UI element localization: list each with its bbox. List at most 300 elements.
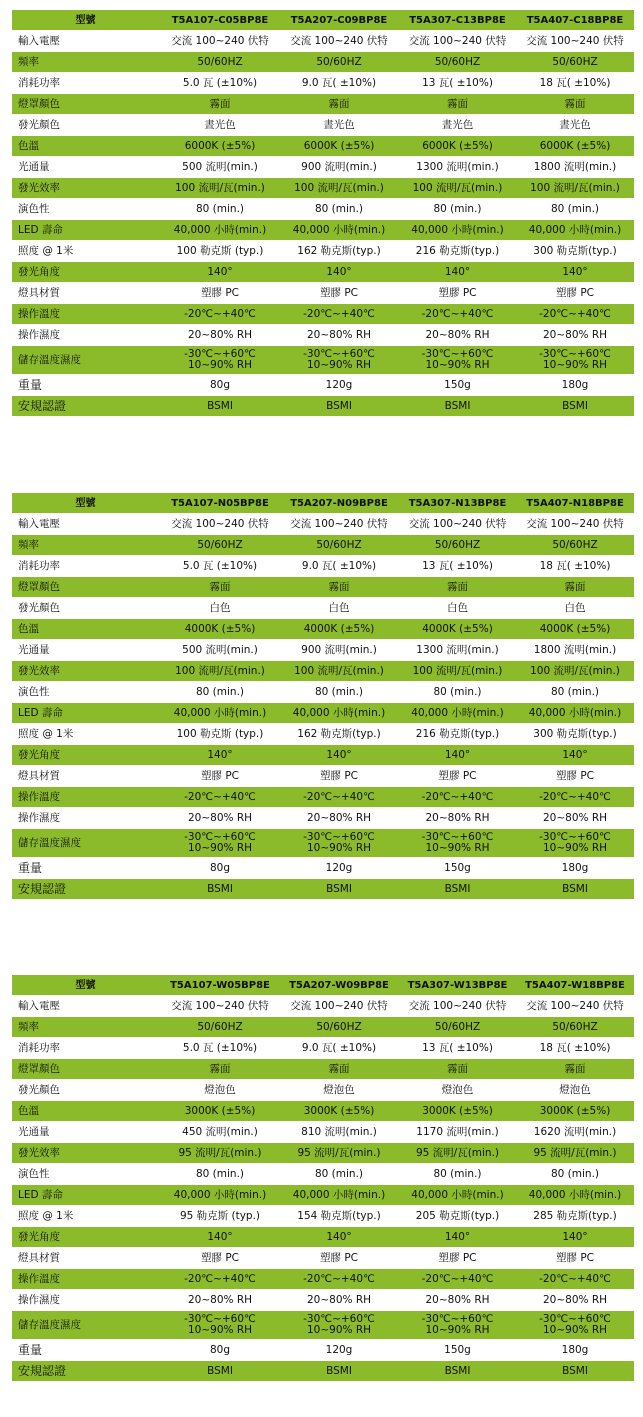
spec-value: 塑膠 PC — [516, 1248, 634, 1269]
spec-value: 100 流明/瓦(min.) — [516, 178, 634, 199]
spec-value: -20℃~+40℃ — [161, 787, 279, 808]
model-name: T5A407-W18BP8E — [516, 975, 634, 996]
spec-value: BSMI — [516, 879, 634, 900]
spec-row — [12, 325, 634, 346]
spec-value: -30℃~+60℃ 10~90% RH — [279, 1311, 399, 1340]
spec-value: 40,000 小時(min.) — [399, 703, 516, 724]
spec-value: 180g — [516, 1340, 634, 1361]
spec-value: 霧面 — [279, 1059, 399, 1080]
spec-value: 500 流明(min.) — [161, 157, 279, 178]
spec-value: 40,000 小時(min.) — [516, 703, 634, 724]
spec-value: BSMI — [399, 396, 516, 417]
spec-label: 光通量 — [12, 157, 161, 178]
spec-value: 燈泡色 — [399, 1080, 516, 1101]
header-row — [12, 975, 634, 996]
spec-value: 霧面 — [161, 1059, 279, 1080]
spec-label: 照度 @ 1米 — [12, 1206, 161, 1227]
spec-row — [12, 1206, 634, 1227]
spec-label: 色溫 — [12, 619, 161, 640]
spec-value: 140° — [279, 262, 399, 283]
spec-row — [12, 724, 634, 745]
spec-value: 140° — [279, 1227, 399, 1248]
spec-value: 40,000 小時(min.) — [161, 1185, 279, 1206]
spec-value: -30℃~+60℃ 10~90% RH — [279, 346, 399, 375]
spec-value: 1800 流明(min.) — [516, 640, 634, 661]
spec-value: -20℃~+40℃ — [279, 304, 399, 325]
spec-label: 重量 — [12, 858, 161, 879]
spec-value: 40,000 小時(min.) — [279, 1185, 399, 1206]
header-row — [12, 10, 634, 31]
spec-row — [12, 241, 634, 262]
spec-value: 燈泡色 — [161, 1080, 279, 1101]
spec-value: 100 勒克斯 (typ.) — [161, 241, 279, 262]
model-header-label: 型號 — [12, 975, 161, 996]
spec-label: 消耗功率 — [12, 73, 161, 94]
spec-value: -20℃~+40℃ — [516, 787, 634, 808]
spec-value: 140° — [399, 262, 516, 283]
spec-value: 塑膠 PC — [399, 283, 516, 304]
spec-value: 20~80% RH — [516, 1290, 634, 1311]
spec-value: 交流 100~240 伏特 — [399, 996, 516, 1017]
spec-value: 285 勒克斯(typ.) — [516, 1206, 634, 1227]
model-name: T5A107-C05BP8E — [161, 10, 279, 31]
spec-value: 塑膠 PC — [399, 766, 516, 787]
spec-row — [12, 73, 634, 94]
spec-label: 安規認證 — [12, 396, 161, 417]
model-name: T5A107-W05BP8E — [161, 975, 279, 996]
spec-label: 色溫 — [12, 136, 161, 157]
spec-value: 交流 100~240 伏特 — [161, 996, 279, 1017]
spec-label: 光通量 — [12, 640, 161, 661]
spec-value: 50/60HZ — [161, 535, 279, 556]
spec-value: 燈泡色 — [279, 1080, 399, 1101]
spec-value: 40,000 小時(min.) — [399, 220, 516, 241]
spec-row — [12, 1269, 634, 1290]
spec-label: 發光角度 — [12, 745, 161, 766]
spec-value: 交流 100~240 伏特 — [399, 31, 516, 52]
spec-value: -20℃~+40℃ — [399, 304, 516, 325]
spec-value: BSMI — [161, 879, 279, 900]
spec-row — [12, 1164, 634, 1185]
spec-value: -30℃~+60℃ 10~90% RH — [516, 829, 634, 858]
spec-value: 80g — [161, 375, 279, 396]
spec-value: 120g — [279, 1340, 399, 1361]
spec-value: 1800 流明(min.) — [516, 157, 634, 178]
spec-label: 操作濕度 — [12, 808, 161, 829]
spec-value: 95 流明/瓦(min.) — [279, 1143, 399, 1164]
spec-value: 霧面 — [399, 94, 516, 115]
spec-value: 120g — [279, 858, 399, 879]
spec-value: 100 流明/瓦(min.) — [516, 661, 634, 682]
spec-row — [12, 598, 634, 619]
spec-label: 儲存溫度濕度 — [12, 829, 161, 858]
spec-value: -20℃~+40℃ — [161, 304, 279, 325]
spec-row — [12, 1038, 634, 1059]
spec-row — [12, 996, 634, 1017]
spec-label: 安規認證 — [12, 879, 161, 900]
spec-row — [12, 31, 634, 52]
spec-value: 100 流明/瓦(min.) — [161, 178, 279, 199]
spec-value: 810 流明(min.) — [279, 1122, 399, 1143]
spec-label: 燈具材質 — [12, 1248, 161, 1269]
spec-value: 18 瓦( ±10%) — [516, 556, 634, 577]
spec-value: 交流 100~240 伏特 — [516, 996, 634, 1017]
spec-row — [12, 157, 634, 178]
model-header-label: 型號 — [12, 493, 161, 514]
spec-value: 20~80% RH — [399, 1290, 516, 1311]
spec-value: -20℃~+40℃ — [279, 1269, 399, 1290]
spec-table-warm — [12, 975, 634, 1382]
spec-value: 20~80% RH — [399, 325, 516, 346]
spec-row — [12, 1248, 634, 1269]
spec-row — [12, 1340, 634, 1361]
spec-row — [12, 858, 634, 879]
spec-label: 輸入電壓 — [12, 996, 161, 1017]
spec-row — [12, 577, 634, 598]
spec-value: 100 流明/瓦(min.) — [161, 661, 279, 682]
spec-value: 50/60HZ — [516, 535, 634, 556]
spec-row — [12, 1361, 634, 1382]
spec-value: 900 流明(min.) — [279, 157, 399, 178]
spec-value: 80 (min.) — [279, 682, 399, 703]
spec-value: 180g — [516, 858, 634, 879]
spec-value: 50/60HZ — [279, 1017, 399, 1038]
spec-label: 頻率 — [12, 1017, 161, 1038]
spec-table-white — [12, 493, 634, 900]
spec-value: 40,000 小時(min.) — [399, 1185, 516, 1206]
spec-value: 80 (min.) — [399, 1164, 516, 1185]
spec-label: 消耗功率 — [12, 1038, 161, 1059]
spec-value: 交流 100~240 伏特 — [516, 31, 634, 52]
spec-value: 霧面 — [161, 577, 279, 598]
spec-value: 4000K (±5%) — [161, 619, 279, 640]
spec-value: 100 勒克斯 (typ.) — [161, 724, 279, 745]
spec-value: 205 勒克斯(typ.) — [399, 1206, 516, 1227]
spec-row — [12, 1227, 634, 1248]
spec-row — [12, 787, 634, 808]
spec-value: 6000K (±5%) — [279, 136, 399, 157]
spec-row — [12, 1290, 634, 1311]
spec-value: 162 勒克斯(typ.) — [279, 241, 399, 262]
spec-value: 80 (min.) — [161, 682, 279, 703]
model-name: T5A207-W09BP8E — [279, 975, 399, 996]
spec-value: 3000K (±5%) — [279, 1101, 399, 1122]
spec-value: 140° — [161, 745, 279, 766]
spec-value: BSMI — [279, 396, 399, 417]
model-name: T5A307-W13BP8E — [399, 975, 516, 996]
spec-value: 50/60HZ — [516, 52, 634, 73]
spec-value: 霧面 — [399, 1059, 516, 1080]
spec-value: 白色 — [399, 598, 516, 619]
spec-value: 40,000 小時(min.) — [161, 220, 279, 241]
spec-value: 140° — [399, 1227, 516, 1248]
spec-label: 發光顏色 — [12, 598, 161, 619]
spec-value: -30℃~+60℃ 10~90% RH — [161, 829, 279, 858]
spec-value: 50/60HZ — [516, 1017, 634, 1038]
spec-label: 發光角度 — [12, 262, 161, 283]
spec-value: 900 流明(min.) — [279, 640, 399, 661]
spec-value: 13 瓦( ±10%) — [399, 73, 516, 94]
spec-label: 操作溫度 — [12, 1269, 161, 1290]
spec-value: 80 (min.) — [399, 199, 516, 220]
spec-label: 消耗功率 — [12, 556, 161, 577]
spec-label: 操作溫度 — [12, 304, 161, 325]
spec-value: 216 勒克斯(typ.) — [399, 241, 516, 262]
spec-value: 80 (min.) — [516, 682, 634, 703]
spec-value: BSMI — [279, 879, 399, 900]
spec-value: BSMI — [161, 1361, 279, 1382]
spec-value: 150g — [399, 858, 516, 879]
spec-value: 80 (min.) — [516, 199, 634, 220]
spec-value: -20℃~+40℃ — [279, 787, 399, 808]
spec-row — [12, 115, 634, 136]
spec-value: 140° — [516, 1227, 634, 1248]
spec-row — [12, 1017, 634, 1038]
spec-row — [12, 661, 634, 682]
spec-value: 霧面 — [161, 94, 279, 115]
spec-label: 重量 — [12, 1340, 161, 1361]
spec-value: 9.0 瓦( ±10%) — [279, 1038, 399, 1059]
spec-row — [12, 304, 634, 325]
spec-value: BSMI — [399, 879, 516, 900]
spec-value: 塑膠 PC — [161, 766, 279, 787]
spec-row — [12, 703, 634, 724]
spec-value: 交流 100~240 伏特 — [161, 31, 279, 52]
spec-value: -30℃~+60℃ 10~90% RH — [516, 1311, 634, 1340]
spec-value: 1300 流明(min.) — [399, 157, 516, 178]
spec-value: 100 流明/瓦(min.) — [279, 178, 399, 199]
spec-label: LED 壽命 — [12, 220, 161, 241]
spec-label: 演色性 — [12, 199, 161, 220]
spec-value: 140° — [161, 1227, 279, 1248]
spec-value: 500 流明(min.) — [161, 640, 279, 661]
spec-row — [12, 136, 634, 157]
spec-value: 晝光色 — [161, 115, 279, 136]
spec-value: 50/60HZ — [279, 535, 399, 556]
spec-value: 162 勒克斯(typ.) — [279, 724, 399, 745]
spec-row — [12, 1101, 634, 1122]
spec-value: 白色 — [279, 598, 399, 619]
spec-label: 頻率 — [12, 535, 161, 556]
spec-value: 140° — [516, 262, 634, 283]
spec-value: 白色 — [161, 598, 279, 619]
spec-value: 5.0 瓦 (±10%) — [161, 1038, 279, 1059]
spec-value: 40,000 小時(min.) — [516, 220, 634, 241]
spec-value: -30℃~+60℃ 10~90% RH — [399, 1311, 516, 1340]
spec-value: 塑膠 PC — [399, 1248, 516, 1269]
spec-value: 95 勒克斯 (typ.) — [161, 1206, 279, 1227]
spec-row — [12, 619, 634, 640]
spec-value: 40,000 小時(min.) — [161, 703, 279, 724]
spec-value: -30℃~+60℃ 10~90% RH — [516, 346, 634, 375]
spec-value: BSMI — [399, 1361, 516, 1382]
spec-row — [12, 396, 634, 417]
spec-value: 3000K (±5%) — [161, 1101, 279, 1122]
spec-value: 1170 流明(min.) — [399, 1122, 516, 1143]
model-name: T5A107-N05BP8E — [161, 493, 279, 514]
spec-value: 交流 100~240 伏特 — [399, 514, 516, 535]
spec-value: 20~80% RH — [161, 808, 279, 829]
spec-row — [12, 220, 634, 241]
spec-value: 9.0 瓦( ±10%) — [279, 556, 399, 577]
spec-value: 50/60HZ — [399, 1017, 516, 1038]
spec-label: 發光效率 — [12, 178, 161, 199]
spec-value: 霧面 — [516, 94, 634, 115]
spec-value: 140° — [161, 262, 279, 283]
spec-value: 300 勒克斯(typ.) — [516, 724, 634, 745]
spec-value: 4000K (±5%) — [399, 619, 516, 640]
spec-value: 交流 100~240 伏特 — [279, 996, 399, 1017]
spec-row — [12, 535, 634, 556]
spec-value: 9.0 瓦( ±10%) — [279, 73, 399, 94]
spec-value: 18 瓦( ±10%) — [516, 1038, 634, 1059]
spec-label: 發光效率 — [12, 1143, 161, 1164]
spec-value: BSMI — [279, 1361, 399, 1382]
spec-value: 6000K (±5%) — [399, 136, 516, 157]
spec-label: 燈罩顏色 — [12, 94, 161, 115]
spec-value: 塑膠 PC — [161, 1248, 279, 1269]
spec-value: 塑膠 PC — [161, 283, 279, 304]
spec-row — [12, 766, 634, 787]
spec-label: 儲存溫度濕度 — [12, 1311, 161, 1340]
spec-value: 霧面 — [399, 577, 516, 598]
model-name: T5A207-N09BP8E — [279, 493, 399, 514]
spec-value: 3000K (±5%) — [516, 1101, 634, 1122]
spec-value: 晝光色 — [399, 115, 516, 136]
spec-row — [12, 283, 634, 304]
spec-value: 40,000 小時(min.) — [516, 1185, 634, 1206]
spec-value: 20~80% RH — [279, 808, 399, 829]
spec-value: 50/60HZ — [399, 52, 516, 73]
spec-value: 交流 100~240 伏特 — [279, 31, 399, 52]
spec-value: 140° — [399, 745, 516, 766]
spec-value: 300 勒克斯(typ.) — [516, 241, 634, 262]
spec-value: 20~80% RH — [516, 808, 634, 829]
spec-row — [12, 808, 634, 829]
spec-value: 18 瓦( ±10%) — [516, 73, 634, 94]
spec-value: 50/60HZ — [279, 52, 399, 73]
spec-value: 20~80% RH — [279, 325, 399, 346]
spec-value: 50/60HZ — [161, 52, 279, 73]
spec-row — [12, 514, 634, 535]
spec-label: 操作濕度 — [12, 1290, 161, 1311]
spec-label: 燈具材質 — [12, 766, 161, 787]
spec-value: BSMI — [516, 1361, 634, 1382]
spec-value: -20℃~+40℃ — [516, 304, 634, 325]
spec-value: 塑膠 PC — [516, 766, 634, 787]
spec-label: 操作溫度 — [12, 787, 161, 808]
spec-label: 輸入電壓 — [12, 514, 161, 535]
spec-label: 儲存溫度濕度 — [12, 346, 161, 375]
spec-value: 6000K (±5%) — [161, 136, 279, 157]
spec-value: -20℃~+40℃ — [399, 1269, 516, 1290]
spec-value: 80 (min.) — [161, 1164, 279, 1185]
spec-label: 頻率 — [12, 52, 161, 73]
spec-value: 154 勒克斯(typ.) — [279, 1206, 399, 1227]
model-name: T5A307-N13BP8E — [399, 493, 516, 514]
spec-value: 80 (min.) — [516, 1164, 634, 1185]
spec-row — [12, 829, 634, 858]
spec-value: -30℃~+60℃ 10~90% RH — [399, 346, 516, 375]
spec-value: 120g — [279, 375, 399, 396]
spec-value: 霧面 — [516, 1059, 634, 1080]
spec-value: BSMI — [516, 396, 634, 417]
spec-label: LED 壽命 — [12, 1185, 161, 1206]
spec-value: 100 流明/瓦(min.) — [279, 661, 399, 682]
spec-value: 100 流明/瓦(min.) — [399, 661, 516, 682]
spec-label: 發光顏色 — [12, 115, 161, 136]
spec-value: 白色 — [516, 598, 634, 619]
spec-value: 140° — [516, 745, 634, 766]
spec-label: 照度 @ 1米 — [12, 724, 161, 745]
spec-value: -30℃~+60℃ 10~90% RH — [399, 829, 516, 858]
spec-value: -20℃~+40℃ — [399, 787, 516, 808]
model-name: T5A307-C13BP8E — [399, 10, 516, 31]
spec-value: 20~80% RH — [161, 325, 279, 346]
spec-label: 燈罩顏色 — [12, 577, 161, 598]
spec-label: 操作濕度 — [12, 325, 161, 346]
spec-value: 80 (min.) — [399, 682, 516, 703]
spec-row — [12, 1185, 634, 1206]
spec-value: 216 勒克斯(typ.) — [399, 724, 516, 745]
spec-row — [12, 375, 634, 396]
spec-value: 霧面 — [279, 577, 399, 598]
spec-value: 80 (min.) — [279, 199, 399, 220]
spec-value: 20~80% RH — [516, 325, 634, 346]
spec-label: LED 壽命 — [12, 703, 161, 724]
spec-value: 交流 100~240 伏特 — [516, 514, 634, 535]
spec-value: 40,000 小時(min.) — [279, 220, 399, 241]
spec-value: 150g — [399, 1340, 516, 1361]
spec-value: 晝光色 — [516, 115, 634, 136]
spec-value: 塑膠 PC — [279, 1248, 399, 1269]
spec-value: 50/60HZ — [161, 1017, 279, 1038]
spec-value: 80g — [161, 858, 279, 879]
spec-value: 80 (min.) — [161, 199, 279, 220]
spec-value: 塑膠 PC — [279, 283, 399, 304]
spec-row — [12, 1143, 634, 1164]
spec-value: 13 瓦( ±10%) — [399, 556, 516, 577]
spec-value: 95 流明/瓦(min.) — [161, 1143, 279, 1164]
spec-row — [12, 1311, 634, 1340]
spec-row — [12, 640, 634, 661]
spec-value: 95 流明/瓦(min.) — [399, 1143, 516, 1164]
spec-value: -20℃~+40℃ — [161, 1269, 279, 1290]
spec-value: 1620 流明(min.) — [516, 1122, 634, 1143]
spec-label: 燈罩顏色 — [12, 1059, 161, 1080]
spec-value: 塑膠 PC — [516, 283, 634, 304]
spec-row — [12, 556, 634, 577]
spec-value: -30℃~+60℃ 10~90% RH — [161, 346, 279, 375]
spec-row — [12, 1080, 634, 1101]
spec-label: 色溫 — [12, 1101, 161, 1122]
spec-value: 450 流明(min.) — [161, 1122, 279, 1143]
spec-label: 發光效率 — [12, 661, 161, 682]
spec-value: 塑膠 PC — [279, 766, 399, 787]
spec-row — [12, 94, 634, 115]
spec-label: 發光顏色 — [12, 1080, 161, 1101]
spec-value: 1300 流明(min.) — [399, 640, 516, 661]
spec-value: 3000K (±5%) — [399, 1101, 516, 1122]
spec-value: 20~80% RH — [399, 808, 516, 829]
spec-label: 演色性 — [12, 1164, 161, 1185]
spec-value: 40,000 小時(min.) — [279, 703, 399, 724]
spec-value: 燈泡色 — [516, 1080, 634, 1101]
spec-value: 100 流明/瓦(min.) — [399, 178, 516, 199]
spec-label: 演色性 — [12, 682, 161, 703]
spec-label: 燈具材質 — [12, 283, 161, 304]
spec-row — [12, 1122, 634, 1143]
